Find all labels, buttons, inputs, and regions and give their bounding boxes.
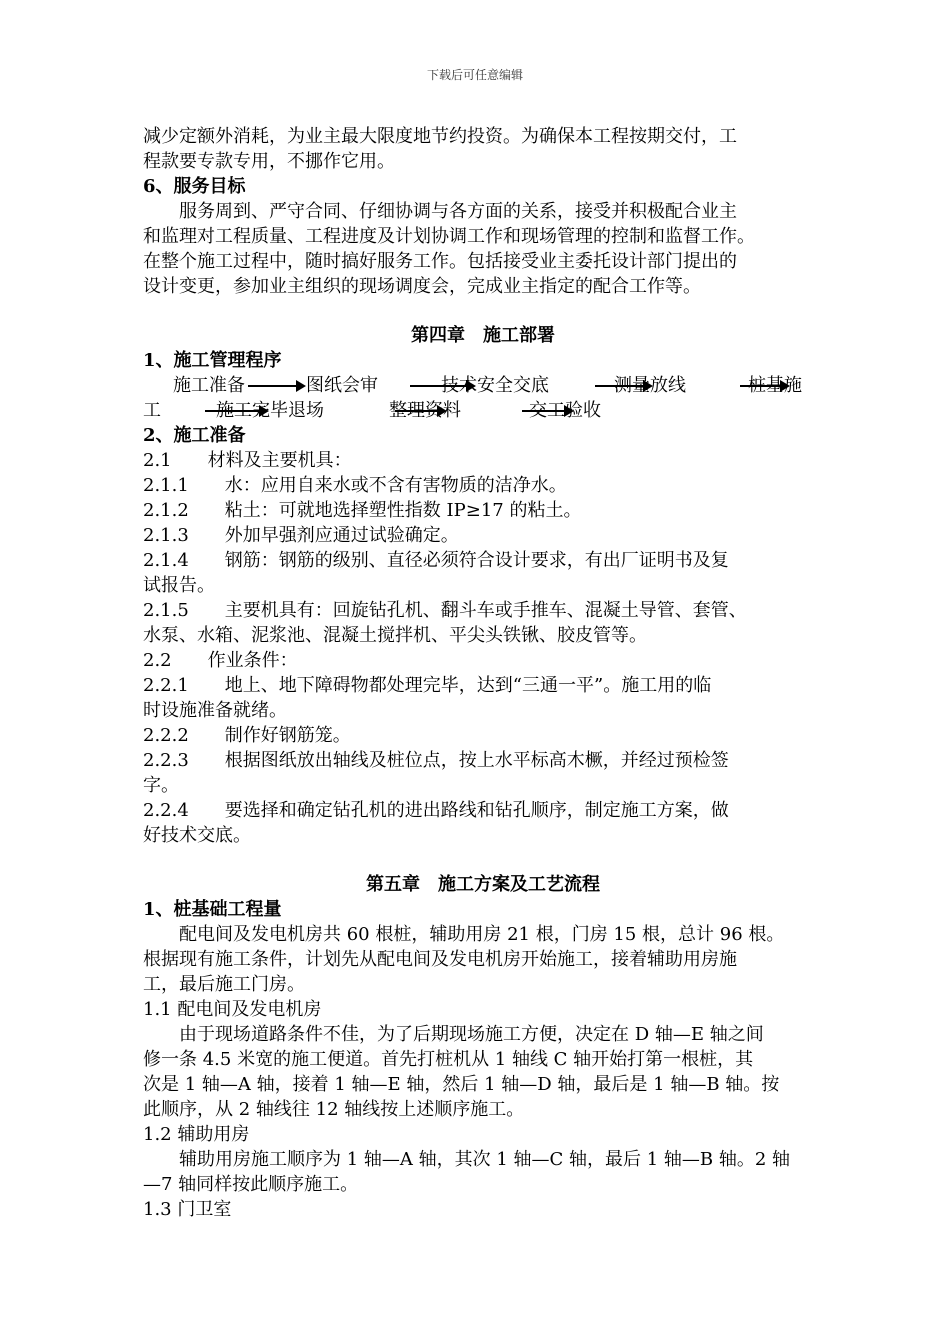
- paragraph-line: 2.2 作业条件：: [143, 650, 298, 671]
- section-heading: 1、施工管理程序: [143, 350, 282, 371]
- flow-step: 整理资料: [389, 400, 461, 421]
- paragraph-line: 和监理对工程质量、工程进度及计划协调工作和现场管理的控制和监督工作。: [143, 226, 755, 247]
- paragraph-line: —7 轴同样按此顺序施工。: [143, 1174, 359, 1195]
- section-heading: 1、桩基础工程量: [143, 899, 282, 920]
- paragraph-line: 次是 1 轴—A 轴，接着 1 轴—E 轴，然后 1 轴—D 轴，最后是 1 轴—B 轴。按: [143, 1074, 780, 1095]
- paragraph-line: 2.2.4 要选择和确定钻孔机的进出路线和钻孔顺序，制定施工方案，做: [143, 800, 729, 821]
- flow-step: 施工准备: [173, 375, 245, 396]
- paragraph-line: 2.1.1 水：应用自来水或不含有害物质的洁净水。: [143, 475, 567, 496]
- section-heading: 2、施工准备: [143, 425, 246, 446]
- paragraph-line: 时设施准备就绪。: [143, 700, 287, 721]
- paragraph-line: 工，最后施工门房。: [143, 974, 305, 995]
- paragraph-line: 此顺序，从 2 轴线往 12 轴线按上述顺序施工。: [143, 1099, 525, 1120]
- paragraph-line: 减少定额外消耗，为业主最大限度地节约投资。为确保本工程按期交付，工: [143, 126, 737, 147]
- paragraph-line: 2.2.2 制作好钢筋笼。: [143, 725, 351, 746]
- paragraph-line: 试报告。: [143, 575, 215, 596]
- paragraph-line: 由于现场道路条件不佳，为了后期现场施工方便，决定在 D 轴—E 轴之间: [143, 1024, 764, 1045]
- flow-step: 交工验收: [529, 400, 601, 421]
- flow-step: 工: [143, 400, 161, 421]
- paragraph-line: 2.1 材料及主要机具：: [143, 450, 352, 471]
- subsection-heading: 1.2 辅助用房: [143, 1124, 250, 1145]
- subsection-heading: 1.1 配电间及发电机房: [143, 999, 322, 1020]
- flow-step: 图纸会审: [306, 375, 378, 396]
- paragraph-line: 服务周到、严守合同、仔细协调与各方面的关系，接受并积极配合业主: [143, 201, 737, 222]
- flow-step: 桩基施: [748, 375, 802, 396]
- paragraph-line: 程款要专款专用，不挪作它用。: [143, 151, 395, 172]
- subsection-heading: 1.3 门卫室: [143, 1199, 232, 1220]
- paragraph-line: 好技术交底。: [143, 825, 251, 846]
- flow-step: 测量放线: [614, 375, 686, 396]
- paragraph-line: 2.2.3 根据图纸放出轴线及桩位点，按上水平标高木橛，并经过预检签: [143, 750, 729, 771]
- paragraph-line: 2.1.2 粘土：可就地选择塑性指数 IP≥17 的粘土。: [143, 500, 582, 521]
- paragraph-line: 在整个施工过程中，随时搞好服务工作。包括接受业主委托设计部门提出的: [143, 251, 737, 272]
- paragraph-line: 辅助用房施工顺序为 1 轴—A 轴，其次 1 轴—C 轴，最后 1 轴—B 轴。2 轴: [143, 1149, 791, 1170]
- paragraph-line: 根据现有施工条件，计划先从配电间及发电机房开始施工，接着辅助用房施: [143, 949, 737, 970]
- paragraph-line: 2.1.4 钢筋：钢筋的级别、直径必须符合设计要求，有出厂证明书及复: [143, 550, 729, 571]
- paragraph-line: 配电间及发电机房共 60 根桩，辅助用房 21 根，门房 15 根，总计 96 根。: [143, 924, 785, 945]
- page-header: 下载后可任意编辑: [426, 68, 523, 82]
- flow-arrow: [248, 385, 304, 387]
- chapter-title: 第四章 施工部署: [411, 325, 555, 346]
- paragraph-line: 字。: [143, 775, 179, 796]
- paragraph-line: 2.1.5 主要机具有：回旋钻孔机、翻斗车或手推车、混凝土导管、套管、: [143, 600, 747, 621]
- paragraph-line: 水泵、水箱、泥浆池、混凝土搅拌机、平尖头铁锹、胶皮管等。: [143, 625, 647, 646]
- paragraph-line: 2.1.3 外加早强剂应通过试验确定。: [143, 525, 459, 546]
- paragraph-line: 2.2.1 地上、地下障碍物都处理完毕，达到“三通一平”。施工用的临: [143, 675, 712, 696]
- paragraph-line: 设计变更，参加业主组织的现场调度会，完成业主指定的配合工作等。: [143, 276, 701, 297]
- flow-step: 技术安全交底: [441, 375, 549, 396]
- flow-step: 施工完毕退场: [216, 400, 324, 421]
- chapter-title: 第五章 施工方案及工艺流程: [366, 874, 600, 895]
- section-heading: 6、服务目标: [143, 176, 246, 197]
- paragraph-line: 修一条 4.5 米宽的施工便道。首先打桩机从 1 轴线 C 轴开始打第一根桩，其: [143, 1049, 754, 1070]
